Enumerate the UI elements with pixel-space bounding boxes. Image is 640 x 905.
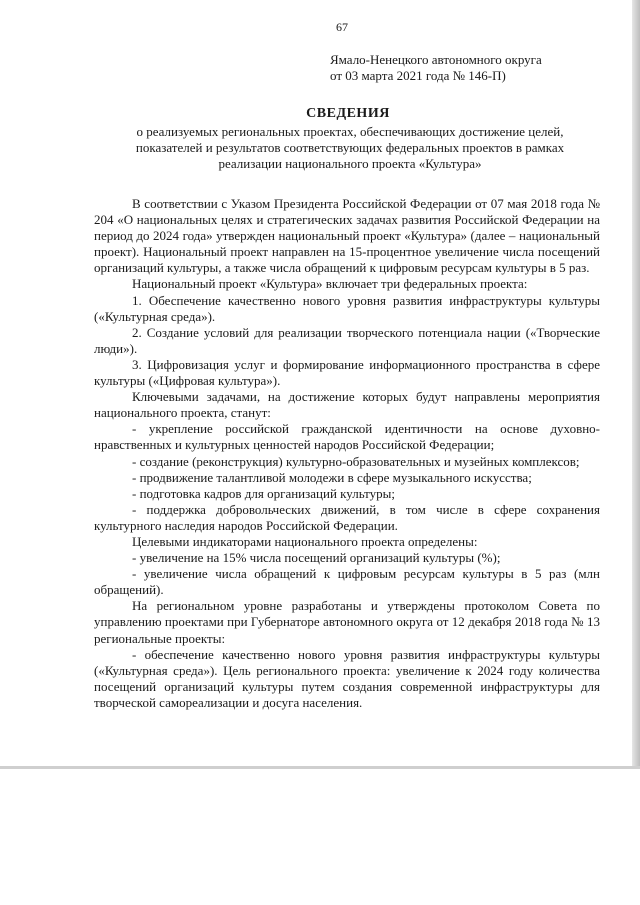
list-item: - подготовка кадров для организаций культуры; xyxy=(132,485,396,501)
list-item: - создание (реконструкция) культурно-образовательных и музейных комплексов; xyxy=(132,453,580,469)
document-subtitle xyxy=(100,124,600,172)
subtitle-line-2: показателей и результатов соответствующих федеральных проектов в рамках xyxy=(135,140,565,155)
paragraph-indicators: Целевыми индикаторами национального проекта определены: xyxy=(132,533,478,549)
header-line-1: Ямало-Ненецкого автономного округа xyxy=(330,52,542,67)
paragraph-intro: В соответствии с Указом Президента Российской Федерации от 07 мая 2018 года № 204 «О национальных целях и стратегических задачах развития Российской Федерации на период до 2024 года» утвержден национальный проект «Культура» (далее – национальный проект). Национальный проект направлен на 15-процентное увеличение числа посещений организаций культуры, а также числа обращений к цифровым ресурсам культуры в 5 раз. xyxy=(94,196,600,276)
document-title: СВЕДЕНИЯ xyxy=(306,106,390,121)
header-line-2: от 03 марта 2021 года № 146-П) xyxy=(330,68,506,83)
scan-edge-bottom xyxy=(0,766,640,769)
paragraph-project-3: 3. Цифровизация услуг и формирование информационного пространства в сфере культуры («Цифровая культура»). xyxy=(94,356,600,389)
subtitle-line-1: о реализуемых региональных проектах, обеспечивающих достижение целей, xyxy=(136,124,564,139)
paragraph-key-tasks: Ключевыми задачами, на достижение которых будут направлены мероприятия национального проекта, станут: xyxy=(94,389,600,421)
list-item: - увеличение на 15% числа посещений организаций культуры (%); xyxy=(132,550,501,566)
page-number: 67 xyxy=(336,20,348,34)
paragraph-project-2: 2. Создание условий для реализации творческого потенциала нации («Творческие люди»). xyxy=(94,324,600,356)
document-body xyxy=(94,196,600,711)
document-header xyxy=(330,52,542,84)
paragraph-federal-projects: Национальный проект «Культура» включает три федеральных проекта: xyxy=(132,276,528,292)
list-item: - обеспечение качественно нового уровня развития инфраструктуры культуры («Культурная среда»). Цель регионального проекта: увеличение к 2024 году количества посещений организаций культуры путем создания современной инфраструктуры для творческой самореализации и досуга населения. xyxy=(94,646,600,710)
list-item: - продвижение талантливой молодежи в сфере музыкального искусства; xyxy=(132,469,532,485)
list-item: - укрепление российской гражданской идентичности на основе духовно-нравственных и культурных ценностей народов Российской Федерации; xyxy=(94,421,600,453)
list-item: - увеличение числа обращений к цифровым ресурсам культуры в 5 раз (млн обращений). xyxy=(94,566,600,598)
scan-edge-right xyxy=(632,0,640,768)
paragraph-regional-level: На региональном уровне разработаны и утверждены протоколом Совета по управлению проектами при Губернаторе автономного округа от 12 декабря 2018 года № 13 региональные проекты: xyxy=(94,598,600,646)
paragraph-project-1: 1. Обеспечение качественно нового уровня развития инфраструктуры культуры («Культурная среда»). xyxy=(94,292,600,324)
subtitle-line-3: реализации национального проекта «Культура» xyxy=(218,156,482,171)
list-item: - поддержка добровольческих движений, в том числе в сфере сохранения культурного наследия народов Российской Федерации. xyxy=(94,501,600,533)
